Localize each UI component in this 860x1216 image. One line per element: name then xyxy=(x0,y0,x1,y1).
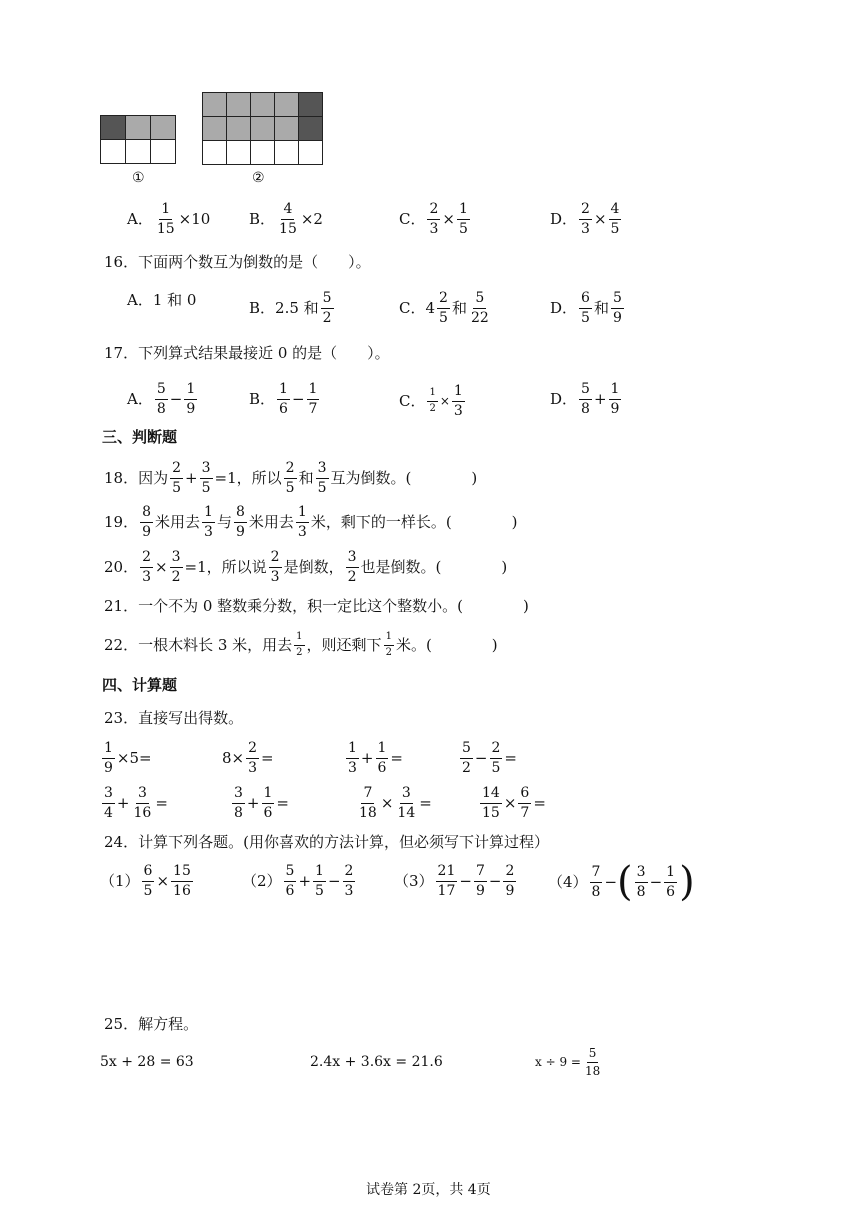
operator: − xyxy=(474,748,488,767)
expression-tail: ×2 xyxy=(300,209,323,228)
text: 与 xyxy=(216,512,232,531)
part-label: （3） xyxy=(394,871,434,890)
q15-option-d[interactable] xyxy=(550,202,623,236)
grid-cell xyxy=(250,140,275,165)
equation-1[interactable]: 5x + 28 = 63 xyxy=(100,1054,194,1070)
option-label: D． xyxy=(550,389,578,408)
fraction: $\frac{2}{3}$ xyxy=(344,863,354,899)
fraction: $\frac{7}{8}$ xyxy=(591,863,601,900)
fraction: $\frac{5}{2}$ xyxy=(322,290,332,326)
fraction: $\frac{2}{9}$ xyxy=(505,863,515,899)
fraction: $\frac{5}{22}$ xyxy=(470,290,489,326)
grid-cell-shaded-dark xyxy=(298,116,323,141)
text: 和 xyxy=(298,468,314,487)
fraction: $\frac{2}{3}$ xyxy=(248,740,258,776)
fraction: $\frac{6}{5}$ xyxy=(581,290,590,326)
fraction: $\frac{6}{7}$ xyxy=(520,785,530,821)
fraction: $\frac{1}{6}$ xyxy=(666,863,676,900)
option-label: B． xyxy=(249,389,276,408)
operator: × xyxy=(155,557,168,576)
fraction: $\frac{5}{9}$ xyxy=(612,290,622,326)
fraction: $\frac{1}{9}$ xyxy=(104,740,113,776)
option-label: C． xyxy=(399,391,426,410)
option-text: 和 xyxy=(593,298,609,317)
q17-option-b[interactable] xyxy=(249,382,321,416)
fraction: $\frac{3}{2}$ xyxy=(347,549,357,585)
fraction: $\frac{3}{16}$ xyxy=(133,785,152,821)
option-text: 和 xyxy=(451,298,467,317)
fraction: $\frac{1}{2}$ xyxy=(385,631,392,658)
q24-part-4[interactable] xyxy=(548,859,695,905)
q20 xyxy=(104,550,507,584)
grid-cell xyxy=(202,140,227,165)
expression-tail: = xyxy=(155,793,168,812)
section-heading-judgement: 三、判断题 xyxy=(102,428,178,446)
fraction: $\frac{3}{2}$ xyxy=(171,549,181,585)
q19 xyxy=(104,505,518,539)
option-label: D． xyxy=(550,298,578,317)
q24-part-2[interactable] xyxy=(242,864,357,898)
q23-item[interactable] xyxy=(230,786,289,820)
operator: + xyxy=(185,468,198,487)
expression-tail: = xyxy=(419,793,432,812)
q23-stem: 23．直接写出得数。 xyxy=(104,709,244,727)
fraction: $\frac{3}{8}$ xyxy=(234,785,243,821)
grid-cell-shaded-light xyxy=(226,116,251,141)
right-parenthesis: ) xyxy=(679,859,695,905)
operator: + xyxy=(360,748,374,767)
grid-cell xyxy=(125,139,151,164)
operator: + xyxy=(298,871,312,890)
fraction: $\frac{1}{6}$ xyxy=(377,740,387,776)
fraction: $\frac{2}{5}$ xyxy=(491,740,501,776)
q16-option-a[interactable] xyxy=(127,293,196,308)
fraction: $\frac{1}{3}$ xyxy=(297,504,307,540)
q15-option-c[interactable] xyxy=(399,202,472,236)
option-text: 1 和 0 xyxy=(152,291,197,309)
fraction: $\frac{2}{3}$ xyxy=(142,549,152,585)
grid-cell xyxy=(274,140,299,165)
fraction: $\frac{4}{5}$ xyxy=(610,201,620,237)
fraction: $\frac{2}{3}$ xyxy=(429,201,439,237)
q17-stem: 17．下列算式结果最接近 0 的是（ ）。 xyxy=(104,344,390,362)
q25-stem: 25．解方程。 xyxy=(104,1015,199,1033)
fraction: $\frac{2}{3}$ xyxy=(270,549,280,585)
expression-tail: = xyxy=(261,748,274,767)
grid-cell-shaded-dark xyxy=(100,115,126,140)
text: =1，所以说 xyxy=(184,557,267,576)
fraction: $\frac{2}{5}$ xyxy=(285,460,295,496)
grid-cell-shaded-light xyxy=(250,92,275,117)
text: 米用去 xyxy=(248,512,294,531)
fraction: $\frac{21}{17}$ xyxy=(437,863,456,899)
section-heading-calculation: 四、计算题 xyxy=(102,676,178,694)
q17-option-d[interactable] xyxy=(550,382,623,416)
left-parenthesis: ( xyxy=(617,859,633,905)
operator: + xyxy=(246,793,260,812)
expression-tail: = xyxy=(276,793,289,812)
expression-tail: ×10 xyxy=(178,209,211,228)
fraction: $\frac{1}{2}$ xyxy=(429,387,436,414)
operator: × xyxy=(442,209,455,228)
q24-part-3[interactable] xyxy=(394,864,518,898)
fraction: $\frac{3}{4}$ xyxy=(104,785,113,821)
fraction: $\frac{1}{2}$ xyxy=(296,631,303,658)
option-label: A． xyxy=(127,209,153,228)
part-label: （1） xyxy=(100,871,140,890)
part-label: （4） xyxy=(548,872,588,891)
expression-tail: ×5= xyxy=(116,748,152,767)
fraction: $\frac{7}{18}$ xyxy=(359,785,377,821)
grid-cell-shaded-light xyxy=(150,115,176,140)
fraction: $\frac{3}{5}$ xyxy=(317,460,327,496)
text: 米用去 xyxy=(155,512,201,531)
fraction: $\frac{5}{6}$ xyxy=(285,863,295,899)
expression-head: 8× xyxy=(222,748,245,767)
grid-cell-shaded-light xyxy=(250,116,275,141)
operator: − xyxy=(604,872,618,891)
figure-2-label: ② xyxy=(252,170,265,186)
fraction: $\frac{1}{3}$ xyxy=(204,504,213,540)
q23-item[interactable] xyxy=(222,741,274,775)
operator: × xyxy=(593,209,607,228)
q23-item[interactable] xyxy=(355,786,432,820)
operator: − xyxy=(291,389,305,408)
q23-item[interactable] xyxy=(100,786,168,820)
text: =1，所以 xyxy=(214,468,282,487)
option-label: D． xyxy=(550,209,578,228)
q15-option-b[interactable] xyxy=(249,202,323,236)
q24-stem: 24．计算下列各题。(用你喜欢的方法计算，但必须写下计算过程） xyxy=(104,833,549,851)
expression-tail: = xyxy=(504,748,517,767)
operator: × xyxy=(380,793,394,812)
fraction: $\frac{8}{9}$ xyxy=(142,504,152,540)
fraction: $\frac{1}{6}$ xyxy=(263,785,273,821)
fraction: $\frac{2}{5}$ xyxy=(172,460,182,496)
text: 19． xyxy=(104,512,139,531)
fraction: $\frac{3}{8}$ xyxy=(636,863,646,900)
equation-3[interactable] xyxy=(535,1047,604,1077)
q23-item[interactable] xyxy=(458,741,517,775)
fraction: $\frac{1}{6}$ xyxy=(279,381,288,417)
q16-option-d[interactable] xyxy=(550,291,626,325)
text: 22．一根木料长 3 米，用去 xyxy=(104,635,293,654)
fraction: $\frac{1}{5}$ xyxy=(315,863,324,899)
text: 是倒数， xyxy=(283,557,344,576)
fraction: $\frac{6}{5}$ xyxy=(143,863,153,899)
grid-cell-shaded-light xyxy=(226,92,251,117)
fraction: $\frac{2}{3}$ xyxy=(581,201,590,237)
operator: − xyxy=(649,872,663,891)
fraction: $\frac{1}{9}$ xyxy=(610,381,620,417)
q16-stem: 16．下面两个数互为倒数的是（ ）。 xyxy=(104,253,371,271)
q21: 21．一个不为 0 整数乘分数，积一定比这个整数小。( ) xyxy=(104,597,529,615)
fraction: $\frac{1}{9}$ xyxy=(186,381,196,417)
equation-head: x ÷ 9 = xyxy=(535,1055,581,1070)
fraction: $\frac{2}{5}$ xyxy=(439,290,448,326)
fraction: $\frac{14}{15}$ xyxy=(482,785,500,821)
operator: + xyxy=(593,389,607,408)
fraction: $\frac{1}{3}$ xyxy=(348,740,357,776)
operator: − xyxy=(459,871,472,890)
grid-cell xyxy=(150,139,176,164)
q18 xyxy=(104,461,477,495)
operator: − xyxy=(488,871,502,890)
q23-item[interactable] xyxy=(478,786,546,820)
grid-cell-shaded-light xyxy=(125,115,151,140)
fraction: $\frac{1}{3}$ xyxy=(453,383,463,419)
figure-1-label: ① xyxy=(132,170,145,186)
fraction: $\frac{3}{14}$ xyxy=(397,785,416,821)
part-label: （2） xyxy=(242,871,282,890)
operator: − xyxy=(327,871,341,890)
q22 xyxy=(104,632,498,658)
answer-blank[interactable]: 也是倒数。( ) xyxy=(360,557,508,576)
fraction: $\frac{5}{2}$ xyxy=(462,740,471,776)
grid-cell-shaded-light xyxy=(202,92,227,117)
fraction: $\frac{1}{7}$ xyxy=(308,381,318,417)
option-label: B． xyxy=(249,298,276,317)
equation-2[interactable]: 2.4x + 3.6x = 21.6 xyxy=(310,1054,443,1070)
fraction: $\frac{5}{8}$ xyxy=(581,381,590,417)
fraction: $\frac{15}{16}$ xyxy=(173,863,191,899)
fraction: $\frac{8}{9}$ xyxy=(235,504,245,540)
fraction: $\frac{1}{5}$ xyxy=(458,201,468,237)
answer-blank[interactable]: 米，剩下的一样长。( ) xyxy=(310,512,518,531)
fraction: $\frac{4}{15}$ xyxy=(279,201,297,237)
option-label: B． xyxy=(249,209,276,228)
grid-cell xyxy=(100,139,126,164)
q15-option-a[interactable] xyxy=(127,202,210,236)
answer-blank[interactable]: 米。( ) xyxy=(395,635,498,654)
operator: − xyxy=(169,389,183,408)
fraction: $\frac{7}{9}$ xyxy=(475,863,485,899)
grid-cell-shaded-dark xyxy=(298,92,323,117)
q24-part-1[interactable] xyxy=(100,864,195,898)
text: 20． xyxy=(104,557,139,576)
answer-blank[interactable]: 互为倒数。( ) xyxy=(330,468,478,487)
fraction: $\frac{5}{8}$ xyxy=(156,381,166,417)
option-label: A． xyxy=(127,291,153,309)
grid-cell xyxy=(226,140,251,165)
fraction: $\frac{1}{15}$ xyxy=(156,201,175,237)
grid-cell xyxy=(298,140,323,165)
page-footer: 试卷第 2页，共 4页 xyxy=(366,1182,491,1198)
option-label: C． xyxy=(399,298,426,317)
option-label: C． xyxy=(399,209,426,228)
text: 18．因为 xyxy=(104,468,169,487)
expression-tail: = xyxy=(390,748,403,767)
operator: + xyxy=(116,793,130,812)
grid-cell-shaded-light xyxy=(274,116,299,141)
q23-item[interactable] xyxy=(344,741,403,775)
fraction: $\frac{5}{18}$ xyxy=(584,1046,601,1078)
option-label: A． xyxy=(127,389,153,408)
fraction: $\frac{3}{5}$ xyxy=(201,460,211,496)
q17-option-c[interactable] xyxy=(399,384,467,418)
grid-cell-shaded-light xyxy=(274,92,299,117)
text: ，则还剩下 xyxy=(306,635,382,654)
expression-tail: = xyxy=(533,793,546,812)
operator: × xyxy=(156,871,170,890)
q16-option-b[interactable] xyxy=(249,291,336,325)
mixed-whole: 4 xyxy=(425,298,436,317)
q17-option-a[interactable] xyxy=(127,382,199,416)
grid-cell-shaded-light xyxy=(202,116,227,141)
operator: × xyxy=(503,793,517,812)
option-text: 2.5 和 xyxy=(275,298,319,317)
operator: × xyxy=(439,394,450,409)
q23-item[interactable] xyxy=(100,741,152,775)
q16-option-c[interactable] xyxy=(399,291,493,325)
